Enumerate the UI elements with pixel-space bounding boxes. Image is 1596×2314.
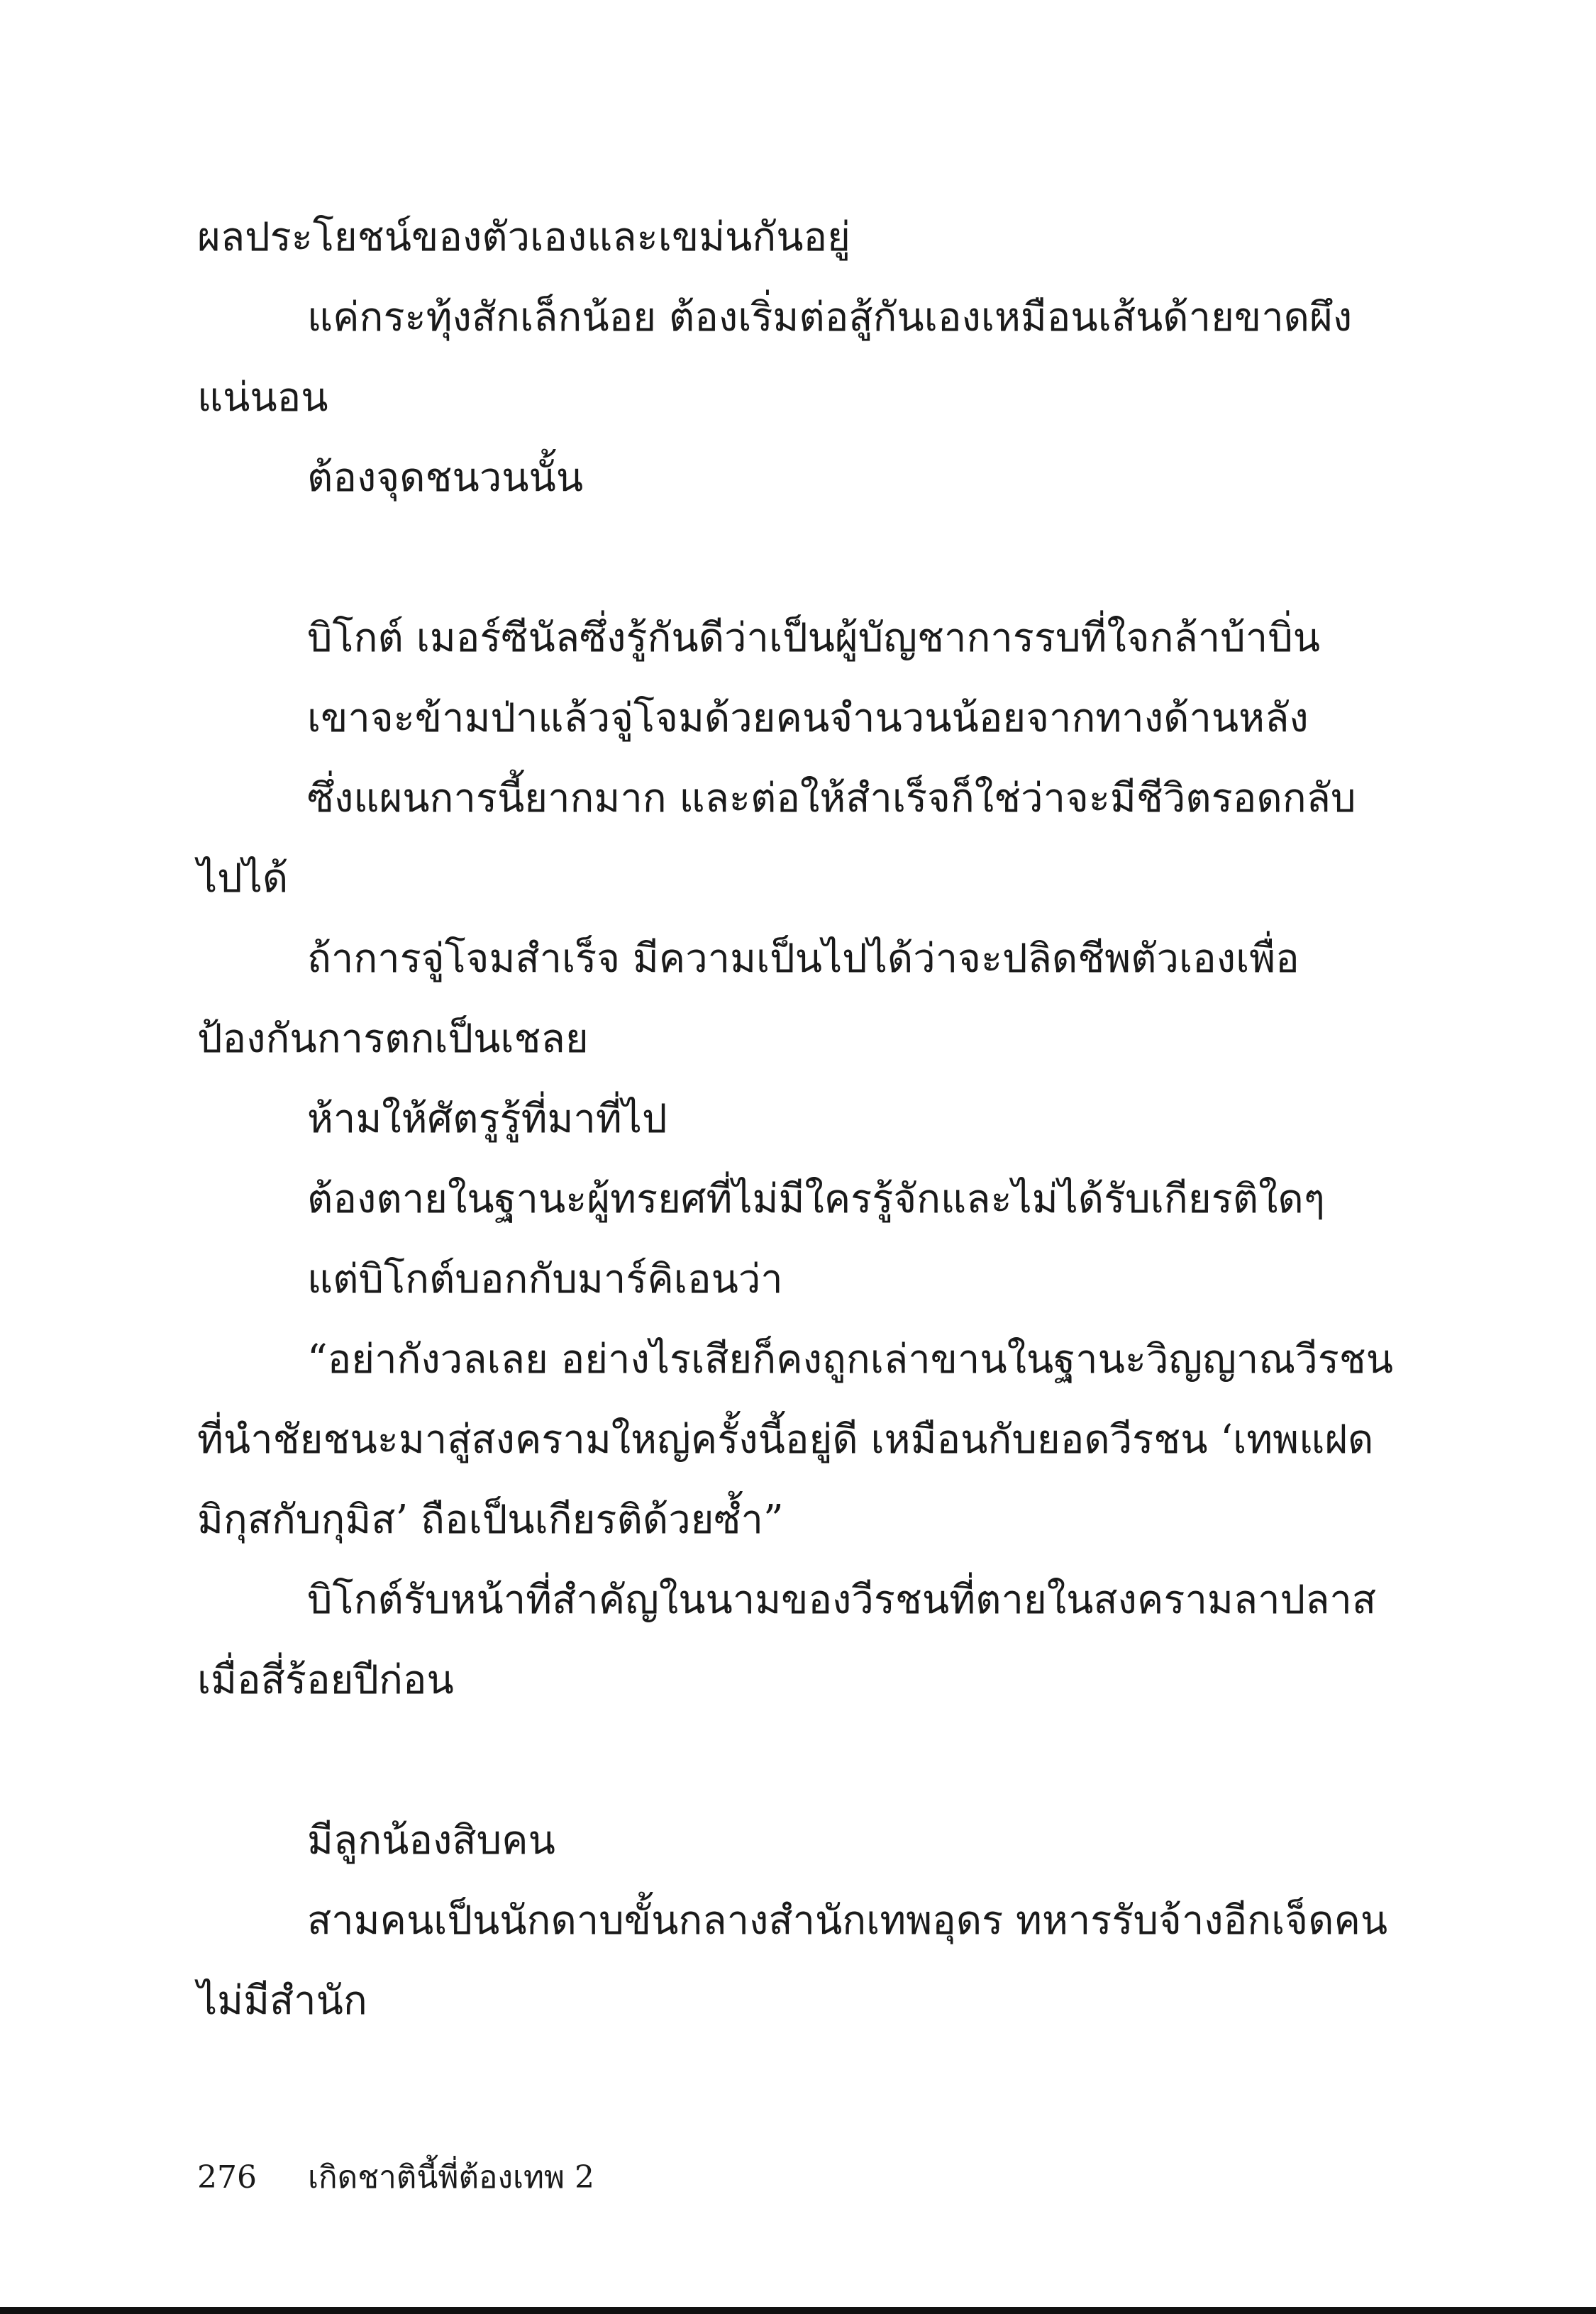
- text-line: ไม่มีสำนัก: [197, 1978, 367, 2024]
- text-line: มีลูกน้องสิบคน: [307, 1817, 555, 1864]
- text-line: บิโกต์ เมอร์ซีนัลซึ่งรู้กันดีว่าเป็นผู้บัญชาการรบที่ใจกล้าบ้าบิ่น: [307, 615, 1321, 661]
- text-line: สามคนเป็นนักดาบขั้นกลางสำนักเทพอุดร ทหารรับจ้างอีกเจ็ดคน: [307, 1898, 1388, 1944]
- text-line: ถ้าการจู่โจมสำเร็จ มีความเป็นไปได้ว่าจะปลิดชีพตัวเองเพื่อ: [307, 936, 1299, 982]
- text-line: มิกุสกับกุมิส’ ถือเป็นเกียรติด้วยซ้ำ”: [197, 1497, 784, 1543]
- text-line: เขาจะข้ามป่าแล้วจู่โจมด้วยคนจำนวนน้อยจากทางด้านหลัง: [307, 695, 1309, 741]
- text-line: บิโกต์รับหน้าที่สำคัญในนามของวีรชนที่ตายในสงครามลาปลาส: [307, 1577, 1377, 1623]
- text-line: แต่บิโกต์บอกกับมาร์คิเอนว่า: [307, 1256, 783, 1302]
- text-line: ห้ามให้ศัตรูรู้ที่มาที่ไป: [307, 1096, 667, 1142]
- book-title: เกิดชาตินี้พี่ต้องเทพ 2: [307, 2159, 594, 2196]
- text-line: แน่นอน: [197, 375, 328, 421]
- text-line: “อย่ากังวลเลย อย่างไรเสียก็คงถูกเล่าขานในฐานะวิญญาณวีรชน: [307, 1336, 1394, 1383]
- text-line: ผลประโยชน์ของตัวเองและเขม่นกันอยู่: [197, 214, 850, 260]
- text-line: ที่นำชัยชนะมาสู่สงครามใหญ่ครั้งนี้อยู่ดี เหมือนกับยอดวีรชน ‘เทพแฝด: [197, 1417, 1374, 1463]
- text-line: ต้องตายในฐานะผู้ทรยศที่ไม่มีใครรู้จักและไม่ได้รับเกียรติใดๆ: [307, 1176, 1325, 1222]
- text-line: แค่กระทุ้งสักเล็กน้อย ต้องเริ่มต่อสู้กันเองเหมือนเส้นด้ายขาดผึง: [307, 294, 1353, 341]
- page-footer: [197, 2149, 594, 2206]
- text-line: ต้องจุดชนวนนั้น: [307, 455, 584, 501]
- text-line: ซึ่งแผนการนี้ยากมาก และต่อให้สำเร็จก็ใช่ว่าจะมีชีวิตรอดกลับ: [307, 775, 1356, 821]
- bottom-border: [0, 2307, 1596, 2314]
- page-number: 276: [197, 2159, 257, 2196]
- text-line: ป้องกันการตกเป็นเชลย: [197, 1016, 589, 1062]
- text-line: ไปได้: [197, 856, 289, 902]
- text-line: เมื่อสี่ร้อยปีก่อน: [197, 1657, 454, 1703]
